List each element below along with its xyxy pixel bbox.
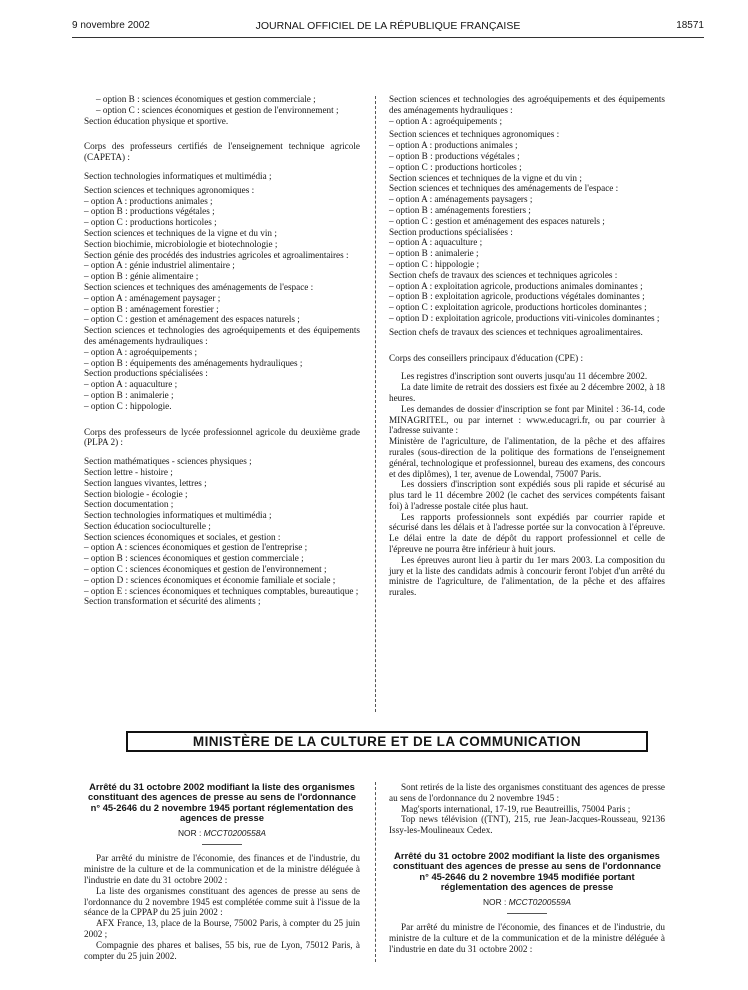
text-line: Section lettre - histoire ; <box>84 466 173 477</box>
text-line: – option C : productions horticoles ; <box>84 217 217 228</box>
paragraph: Compagnie des phares et balises, 55 bis, rue de Lyon, 75012 Paris, à compter du 25 juin 2002. <box>84 939 360 961</box>
text-line: Section chefs de travaux des sciences et techniques agroalimentaires. <box>389 326 643 337</box>
corps-heading: Corps des conseillers principaux d'éducation (CPE) : <box>389 352 584 363</box>
page-number: 18571 <box>676 20 704 31</box>
paragraph: Les registres d'inscription sont ouverts jusqu'au 11 décembre 2002. <box>401 371 648 382</box>
text-line: – option C : hippologie. <box>84 400 172 411</box>
corps-heading: Corps des professeurs certifiés de l'enseignement technique agricole (CAPETA) : <box>84 141 360 163</box>
text-line: Section sciences et technologies des agroéquipements et des équipements des aménagements hydrauliques : <box>389 94 665 115</box>
right-column <box>389 94 665 598</box>
text-line: – option C : productions horticoles ; <box>389 161 522 172</box>
text-line: – option A : agroéquipements ; <box>389 115 503 126</box>
text-line: Section mathématiques - sciences physiques ; <box>84 456 252 467</box>
arrete-title: Arrêté du 31 octobre 2002 modifiant la liste des organismes constituant des agences de presse au sens de l'ordonnance n° 45-2646 du 2 novembre 1945 portant réglementation des agences de presse <box>88 781 356 824</box>
text-line: Section éducation physique et sportive. <box>84 115 229 126</box>
paragraph: Sont retirés de la liste des organismes constituant des agences de presse au sens de l'ordonnance du 2 novembre 1945 : <box>389 782 665 803</box>
journal-title: JOURNAL OFFICIEL DE LA RÉPUBLIQUE FRANÇAISE <box>255 20 521 32</box>
text-line: – option C : gestion et aménagement des espaces naturels ; <box>389 215 605 226</box>
text-line: Section technologies informatiques et multimédia ; <box>84 170 272 181</box>
text-line: Section technologies informatiques et multimédia ; <box>84 510 272 521</box>
text-line: – option E : sciences économiques et techniques comptables, bureautique ; <box>84 585 359 596</box>
text-line: – option B : sciences économiques et gestion commerciale ; <box>84 553 304 564</box>
text-line: – option B : aménagements forestiers ; <box>389 204 531 215</box>
nor-label: NOR : <box>483 896 507 907</box>
divider <box>507 913 547 914</box>
paragraph: Par arrêté du ministre de l'économie, des finances et de l'industrie, du ministre de la culture et de la communication et de la ministre déléguée à l'industrie en date du 31 octobre 2002 : <box>389 922 665 954</box>
text-line: Section productions spécialisées : <box>84 368 208 379</box>
corps-heading: Corps des professeurs de lycée professionnel agricole du deuxième grade (PLPA 2) : <box>84 426 360 448</box>
paragraph: La liste des organismes constituant des agences de presse au sens de l'ordonnance du 2 novembre 1945 est complétée comme suit à l'issue de la séance de la CPPAP du 25 juin 2002 : <box>84 885 360 918</box>
nor-code: MCCT0200558A <box>203 827 266 838</box>
text-line: Section biochimie, microbiologie et biotechnologie ; <box>84 238 278 249</box>
paragraph: AFX France, 13, place de la Bourse, 75002 Paris, à compter du 25 juin 2002 ; <box>84 918 360 939</box>
text-line: Section chefs de travaux des sciences et techniques agricoles : <box>389 269 618 280</box>
text-line: Section sciences et technologies des agroéquipements et des équipements des aménagements hydrauliques : <box>84 325 360 346</box>
nor-reference <box>389 897 665 908</box>
header-rule <box>72 37 704 38</box>
text-line: Section sciences et techniques agronomiques : <box>84 184 255 195</box>
arrete-title: Arrêté du 31 octobre 2002 modifiant la liste des organismes constituant des agences de presse au sens de l'ordonnance n° 45-2646 du 2 novembre 1945 modifiée portant réglementation des agences de presse <box>393 849 661 893</box>
text-line: – option B : exploitation agricole, productions végétales dominantes ; <box>389 291 645 302</box>
text-line: – option B : productions végétales ; <box>84 206 215 217</box>
text-line: Section productions spécialisées : <box>389 226 513 237</box>
text-line: – option B : génie alimentaire ; <box>84 271 199 282</box>
text-line: Section sciences économiques et sociales, et gestion : <box>84 531 281 542</box>
text-line: Section sciences et techniques agronomiques : <box>389 129 560 140</box>
paragraph: Les rapports professionnels sont expédiés par courrier rapide et sécurisé dans les délais et à l'adresse portée sur la convocation à l'épreuve. Le délai entre la date de dépôt du rapport professionnel et celle de l'épreuve ne pourra être inférieur à huit jours. <box>389 511 665 555</box>
nor-label: NOR : <box>178 827 202 838</box>
text-line: – option B : animalerie ; <box>84 389 174 400</box>
text-line: – option C : sciences économiques et gestion de l'environnement ; <box>96 104 339 115</box>
text-line: – option B : aménagement forestier ; <box>84 303 219 314</box>
text-line: – option A : aménagements paysagers ; <box>389 194 533 205</box>
paragraph: Les dossiers d'inscription sont expédiés sous pli rapide et sécurisé au plus tard le 11 décembre 2002 (le cachet des services compétents faisant foi) à l'adresse postale citée plus haut. <box>389 479 665 511</box>
paragraph: La date limite de retrait des dossiers est fixée au 2 décembre 2002, à 18 heures. <box>389 382 665 403</box>
text-line: – option A : productions animales ; <box>389 140 518 151</box>
text-line: – option A : sciences économiques et gestion de l'entreprise ; <box>84 542 308 553</box>
divider <box>202 844 242 845</box>
paragraph: Les demandes de dossier d'inscription se font par Minitel : 36-14, code MINAGRITEL, ou par internet : www.educagri.fr, ou par courrier à l'adresse suivante : <box>389 403 665 436</box>
text-line: – option A : exploitation agricole, productions animales dominantes ; <box>389 280 643 291</box>
text-line: – option A : aménagement paysager ; <box>84 292 221 303</box>
text-line: Section langues vivantes, lettres ; <box>84 477 207 488</box>
text-line: – option B : animalerie ; <box>389 248 479 259</box>
text-line: Section sciences et techniques de la vigne et du vin ; <box>84 227 277 238</box>
text-line: – option B : sciences économiques et gestion commerciale ; <box>96 94 316 104</box>
text-line: – option B : équipements des aménagements hydrauliques ; <box>84 357 303 368</box>
text-line: Section sciences et techniques de la vigne et du vin ; <box>389 172 582 183</box>
column-separator <box>375 782 376 962</box>
paragraph: Par arrêté du ministre de l'économie, des finances et de l'industrie, du ministre de la culture et de la communication et de la ministre déléguée à l'industrie en date du 31 octobre 2002 : <box>84 853 360 886</box>
text-line: Section génie des procédés des industries agricoles et agroalimentaires : <box>84 249 349 260</box>
paragraph: Top news télévision ((TNT), 215, rue Jean-Jacques-Rousseau, 92136 Issy-les-Moulineaux Cedex. <box>389 814 665 836</box>
text-line: Section sciences et techniques des aménagements de l'espace : <box>84 281 314 292</box>
text-line: Section sciences et techniques des aménagements de l'espace : <box>389 183 619 194</box>
bottom-right-column <box>389 782 665 955</box>
header-date: 9 novembre 2002 <box>72 20 150 31</box>
text-line: – option D : exploitation agricole, productions viti-vinicoles dominantes ; <box>389 312 660 323</box>
paragraph: Mag'sports international, 17-19, rue Beautreillis, 75004 Paris ; <box>401 803 631 814</box>
nor-code: MCCT0200559A <box>508 896 571 907</box>
text-line: Section transformation et sécurité des aliments ; <box>84 596 261 607</box>
paragraph: Ministère de l'agriculture, de l'alimentation, de la pêche et des affaires rurales (sous-direction de la politique des formations de l'enseignement général, technologique et professionnel, bureau des examens, des concours et des diplômes), 1 ter, avenue de Lowendal, 75007 Paris. <box>389 436 665 479</box>
text-line: – option D : sciences économiques et économie familiale et sociale ; <box>84 574 336 585</box>
text-line: – option C : exploitation agricole, productions horticoles dominantes ; <box>389 302 647 313</box>
page-header <box>72 20 704 36</box>
bottom-left-column <box>84 782 360 961</box>
text-line: – option C : sciences économiques et gestion de l'environnement ; <box>84 564 327 575</box>
ministry-banner: MINISTÈRE DE LA CULTURE ET DE LA COMMUNICATION <box>126 731 648 752</box>
nor-reference <box>84 828 360 839</box>
text-line: – option A : aquaculture ; <box>389 237 483 248</box>
text-line: – option A : agroéquipements ; <box>84 346 198 357</box>
text-line: – option B : productions végétales ; <box>389 150 520 161</box>
text-line: Section documentation ; <box>84 499 174 510</box>
text-line: Section biologie - écologie ; <box>84 488 188 499</box>
text-line: Section éducation socioculturelle ; <box>84 520 211 531</box>
text-line: – option A : productions animales ; <box>84 195 213 206</box>
text-line: – option C : hippologie ; <box>389 258 480 269</box>
left-column <box>84 94 360 607</box>
text-line: – option A : aquaculture ; <box>84 379 178 390</box>
text-line: – option C : gestion et aménagement des espaces naturels ; <box>84 314 300 325</box>
column-separator <box>375 96 376 712</box>
paragraph: Les épreuves auront lieu à partir du 1er mars 2003. La composition du jury et la liste des candidats admis à concourir feront l'objet d'un arrêté du ministre de l'agriculture, de l'alimentation, de la pêche et des affaires rurales. <box>389 554 665 598</box>
text-line: – option A : génie industriel alimentaire ; <box>84 260 235 271</box>
